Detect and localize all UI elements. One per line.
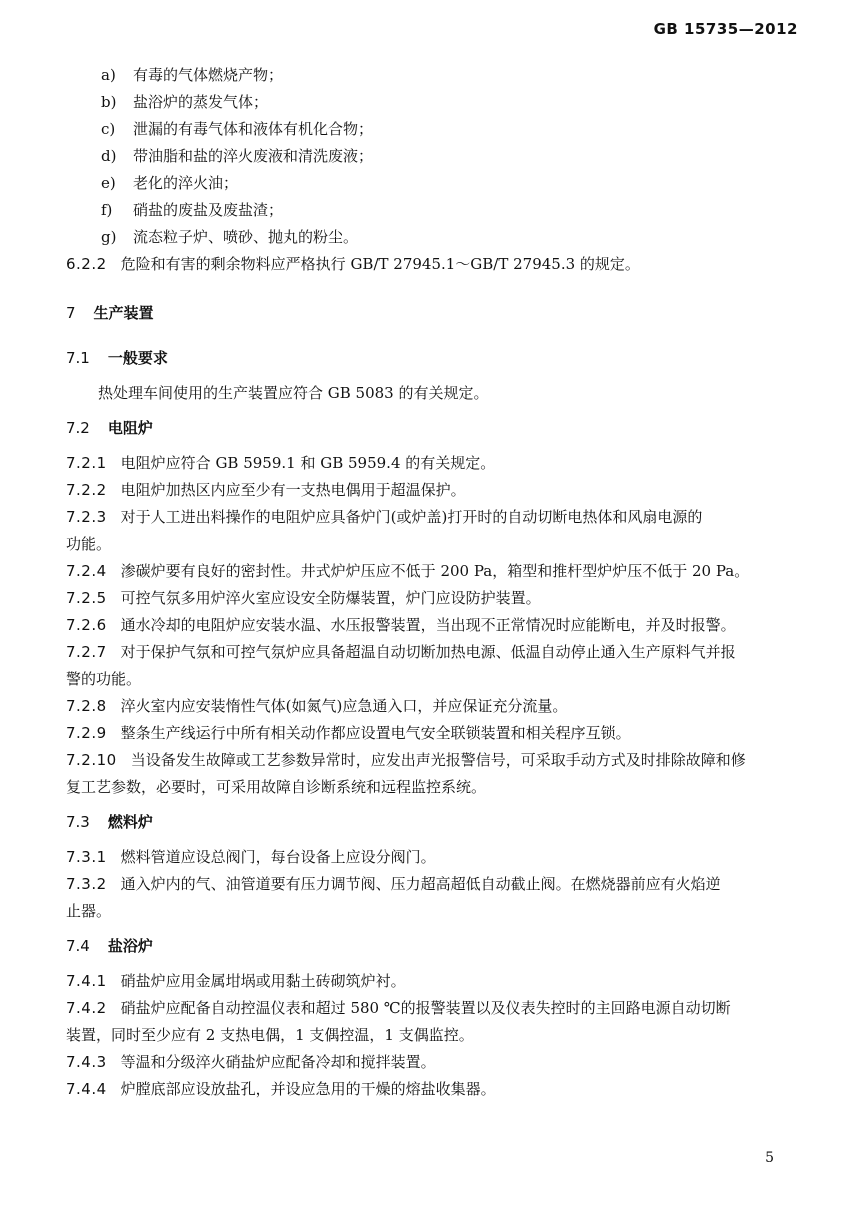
clause-text: 炉膛底部应设放盐孔，并设应急用的干燥的熔盐收集器。 [120, 1080, 496, 1098]
section-title: 盐浴炉 [107, 937, 153, 955]
clause [66, 995, 808, 1049]
clause-6-2-2 [66, 251, 808, 278]
clause-number: 7.3.2 [66, 875, 107, 893]
clause-line [66, 693, 808, 720]
clause-line [66, 477, 808, 504]
clause-number: 7.2.1 [66, 454, 107, 472]
clause [66, 968, 808, 995]
clause-text: 淬火室内应安装惰性气体(如氮气)应急通入口，并应保证充分流量。 [120, 697, 568, 715]
list-text: 老化的淬火油； [133, 174, 239, 192]
list-label: g) [101, 228, 117, 246]
clause [66, 720, 808, 747]
clause-line [66, 1076, 808, 1103]
list-item [66, 143, 808, 170]
clause-text: 止器。 [66, 902, 112, 920]
list-label: f) [101, 201, 113, 219]
list-text: 带油脂和盐的淬火废液和清洗废液； [133, 147, 374, 165]
list-item [66, 170, 808, 197]
clause-line [66, 504, 808, 531]
clause-text: 电阻炉加热区内应至少有一支热电偶用于超温保护。 [120, 481, 466, 499]
clause-line [66, 531, 808, 558]
section-7-2-heading [66, 415, 808, 442]
section-number: 7 [66, 304, 76, 322]
clause-text: 复工艺参数，必要时，可采用故障自诊断系统和远程监控系统。 [66, 778, 487, 796]
section-7-heading [66, 300, 808, 327]
clause [66, 585, 808, 612]
list-item [66, 62, 808, 89]
clause [66, 747, 808, 801]
section-title: 一般要求 [107, 349, 168, 367]
clause-line [66, 995, 808, 1022]
clause-line [66, 666, 808, 693]
section-7-1-heading [66, 345, 808, 372]
clause-line [66, 968, 808, 995]
clause [66, 612, 808, 639]
section-7-2-clauses [66, 450, 808, 801]
clause-line [66, 639, 808, 666]
list-label: a) [101, 66, 116, 84]
clause-number: 7.2.5 [66, 589, 107, 607]
clause-text: 通入炉内的气、油管道要有压力调节阀、压力超高超低自动截止阀。在燃烧器前应有火焰逆 [120, 875, 721, 893]
clause [66, 477, 808, 504]
section-7-3-clauses [66, 844, 808, 925]
clause [66, 450, 808, 477]
clause-number: 7.4.1 [66, 972, 107, 990]
clause-number: 7.2.10 [66, 751, 117, 769]
section-number: 7.2 [66, 419, 90, 437]
clause-line [66, 898, 808, 925]
clause-text: 当设备发生故障或工艺参数异常时，应发出声光报警信号，可采取手动方式及时排除故障和修 [130, 751, 746, 769]
clause-text: 电阻炉应符合 GB 5959.1 和 GB 5959.4 的有关规定。 [120, 454, 496, 472]
clause-text: 危险和有害的剩余物料应严格执行 GB/T 27945.1～GB/T 27945.3 的规定。 [120, 255, 640, 273]
clause-text: 硝盐炉应配备自动控温仪表和超过 580 ℃的报警装置以及仪表失控时的主回路电源自动切断 [120, 999, 731, 1017]
standard-code-header: GB 15735—2012 [653, 20, 798, 38]
clause-number: 7.4.4 [66, 1080, 107, 1098]
clause-text: 硝盐炉应用金属坩埚或用黏土砖砌筑炉衬。 [120, 972, 406, 990]
clause-number: 7.2.7 [66, 643, 107, 661]
list-label: d) [101, 147, 117, 165]
list-text: 泄漏的有毒气体和液体有机化合物； [133, 120, 374, 138]
clause-number: 7.2.6 [66, 616, 107, 634]
clause-line [66, 844, 808, 871]
clause-line [66, 558, 808, 585]
clause-text: 装置，同时至少应有 2 支热电偶，1 支偶控温，1 支偶监控。 [66, 1026, 474, 1044]
clause-text: 功能。 [66, 535, 112, 553]
clause-line [66, 1022, 808, 1049]
clause-number: 6.2.2 [66, 255, 107, 273]
clause [66, 1076, 808, 1103]
clause-text: 等温和分级淬火硝盐炉应配备冷却和搅拌装置。 [120, 1053, 436, 1071]
section-7-1-text: 热处理车间使用的生产装置应符合 GB 5083 的有关规定。 [98, 384, 489, 402]
document-body [66, 62, 808, 1103]
section-number: 7.3 [66, 813, 90, 831]
clause-line [66, 450, 808, 477]
clause-line [66, 720, 808, 747]
clause-text: 整条生产线运行中所有相关动作都应设置电气安全联锁装置和相关程序互锁。 [120, 724, 631, 742]
list-text: 硝盐的废盐及废盐渣； [133, 201, 284, 219]
clause-number: 7.4.2 [66, 999, 107, 1017]
section-7-4-heading [66, 933, 808, 960]
clause [66, 693, 808, 720]
clause [66, 558, 808, 585]
clause-text: 可控气氛多用炉淬火室应设安全防爆装置，炉门应设防护装置。 [120, 589, 541, 607]
list-text: 有毒的气体燃烧产物； [133, 66, 284, 84]
clause-line [66, 774, 808, 801]
list-label: e) [101, 174, 116, 192]
list-item [66, 89, 808, 116]
section-title: 生产装置 [93, 304, 154, 322]
section-number: 7.4 [66, 937, 90, 955]
list-label: c) [101, 120, 116, 138]
list-item [66, 197, 808, 224]
clause-text: 对于人工进出料操作的电阻炉应具备炉门(或炉盖)打开时的自动切断电热体和风扇电源的 [120, 508, 703, 526]
clause-text: 警的功能。 [66, 670, 142, 688]
clause-number: 7.3.1 [66, 848, 107, 866]
list-item [66, 224, 808, 251]
clause-text: 渗碳炉要有良好的密封性。井式炉炉压应不低于 200 Pa，箱型和推杆型炉炉压不低于 20 Pa。 [120, 562, 750, 580]
clause-number: 7.2.9 [66, 724, 107, 742]
clause-number: 7.4.3 [66, 1053, 107, 1071]
clause-line [66, 585, 808, 612]
clause-text: 燃料管道应设总阀门，每台设备上应设分阀门。 [120, 848, 436, 866]
clause-line [66, 612, 808, 639]
clause [66, 504, 808, 558]
clause-number: 7.2.8 [66, 697, 107, 715]
clause [66, 1049, 808, 1076]
list-label: b) [101, 93, 117, 111]
list-text: 流态粒子炉、喷砂、抛丸的粉尘。 [133, 228, 359, 246]
clause [66, 639, 808, 693]
section-7-3-heading [66, 809, 808, 836]
hazard-list [66, 62, 808, 251]
clause-text: 通水冷却的电阻炉应安装水温、水压报警装置，当出现不正常情况时应能断电，并及时报警。 [120, 616, 736, 634]
list-item [66, 116, 808, 143]
clause-text: 对于保护气氛和可控气氛炉应具备超温自动切断加热电源、低温自动停止通入生产原料气并报 [120, 643, 736, 661]
clause-line [66, 747, 808, 774]
section-title: 燃料炉 [107, 813, 153, 831]
page-number: 5 [765, 1150, 774, 1166]
clause-line [66, 1049, 808, 1076]
clause [66, 871, 808, 925]
clause-number: 7.2.2 [66, 481, 107, 499]
clause-line [66, 871, 808, 898]
clause-number: 7.2.3 [66, 508, 107, 526]
clause [66, 844, 808, 871]
section-number: 7.1 [66, 349, 90, 367]
section-7-4-clauses [66, 968, 808, 1103]
list-text: 盐浴炉的蒸发气体； [133, 93, 269, 111]
clause-number: 7.2.4 [66, 562, 107, 580]
section-title: 电阻炉 [107, 419, 153, 437]
